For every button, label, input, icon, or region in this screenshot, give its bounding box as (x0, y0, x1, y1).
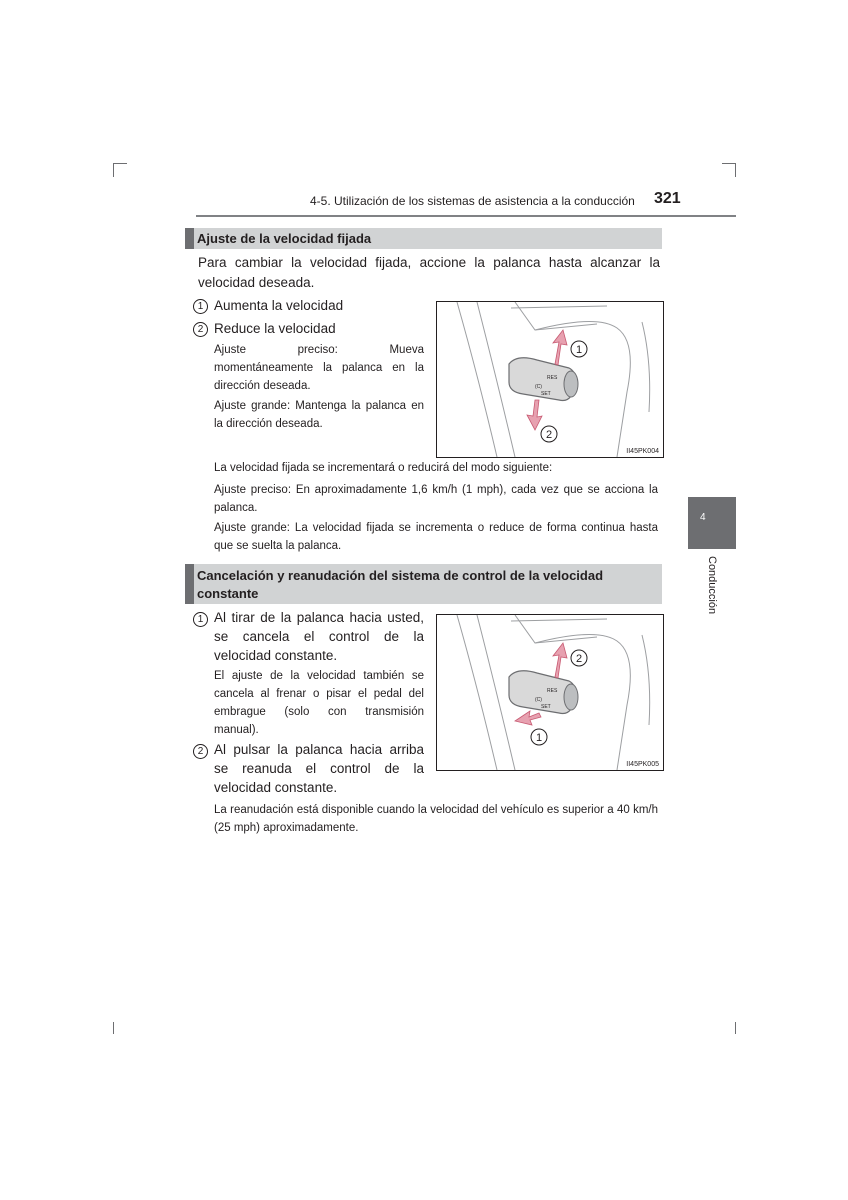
callout-number: 2 (193, 744, 208, 759)
lever-illustration (436, 614, 664, 771)
res-label: RES (547, 688, 558, 694)
svg-text:(C): (C) (535, 384, 542, 390)
section-title: Ajuste de la velocidad fijada (197, 231, 372, 246)
paragraph: La reanudación está disponible cuando la velocidad del vehículo es superior a 40 km/h (25 mph) aproximadamente. (214, 804, 658, 834)
note-fine-adjust: Ajuste preciso: Mueva momentáneamente la palanca en la dirección deseada. (214, 344, 424, 392)
intro-paragraph: Para cambiar la velocidad fijada, accione la palanca hasta alcanzar la velocidad deseada. (198, 255, 660, 290)
crop-mark (735, 1022, 736, 1034)
note-coarse-adjust: Ajuste grande: Mantenga la palanca en la dirección deseada. (214, 400, 424, 430)
up-arrow (553, 643, 567, 678)
set-label: SET (541, 704, 551, 710)
up-arrow (553, 330, 567, 365)
note: El ajuste de la velocidad también se cancela al frenar o pisar el pedal del embrague (solo con transmisión manual). (214, 670, 424, 736)
lever-illustration (436, 301, 664, 458)
figure-code: II45PK005 (626, 761, 659, 768)
callout-1: 1 (535, 732, 543, 744)
res-label: RES (547, 375, 558, 381)
crop-mark (113, 163, 127, 164)
header-rule (196, 215, 736, 217)
chapter-number: 4 (700, 512, 706, 523)
paragraph: Ajuste grande: La velocidad fijada se incrementa o reduce de forma continua hasta que se suelta la palanca. (214, 522, 658, 552)
section-title: Cancelación y reanudación del sistema de control de la velocidad constante (197, 568, 604, 601)
down-arrow (527, 400, 542, 430)
crop-mark (113, 163, 114, 177)
callout-number: 1 (193, 299, 208, 314)
chapter-label: Conducción (706, 556, 718, 615)
list-item-text: Reduce la velocidad (214, 321, 336, 336)
pull-arrow (515, 711, 541, 725)
callout-number: 1 (193, 612, 208, 627)
cruise-lever (509, 671, 578, 714)
callout-number: 2 (193, 322, 208, 337)
paragraph: Ajuste preciso: En aproximadamente 1,6 km/h (1 mph), cada vez que se acciona la palanca. (214, 484, 658, 514)
svg-text:(C): (C) (535, 697, 542, 703)
page-number: 321 (654, 190, 681, 207)
chapter-tab (688, 497, 736, 549)
crop-mark (735, 163, 736, 177)
set-label: SET (541, 391, 551, 397)
running-header: 4-5. Utilización de los sistemas de asistencia a la conducción (310, 194, 635, 208)
paragraph: La velocidad fijada se incrementará o reducirá del modo siguiente: (214, 462, 553, 474)
list-item-text: Al pulsar la palanca hacia arriba se reanuda el control de la velocidad constante. (214, 742, 424, 795)
callout-2: 2 (545, 429, 553, 441)
crop-mark (113, 1022, 114, 1034)
callout-1: 1 (575, 344, 583, 356)
crop-mark (722, 163, 736, 164)
list-item-text: Aumenta la velocidad (214, 298, 344, 313)
figure-code: II45PK004 (626, 448, 659, 455)
lever-diagram (437, 615, 663, 770)
lever-diagram (437, 302, 663, 457)
list-item-text: Al tirar de la palanca hacia usted, se cancela el control de la velocidad constante. (214, 610, 424, 663)
cruise-lever (509, 358, 578, 401)
callout-2: 2 (575, 653, 583, 665)
